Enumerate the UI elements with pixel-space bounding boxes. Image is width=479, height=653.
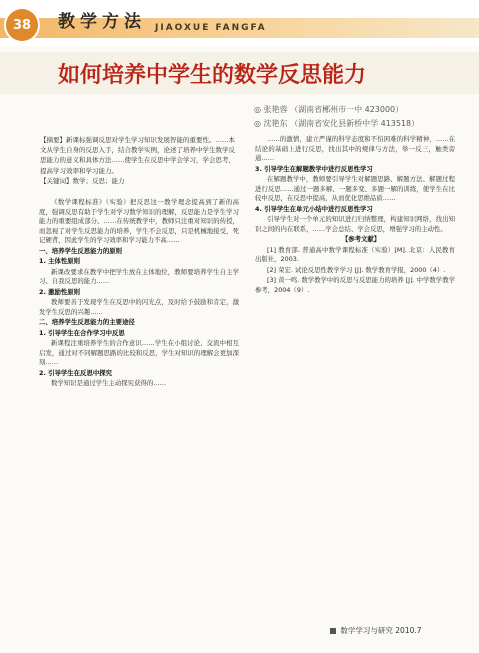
abstract-block: [40, 135, 240, 186]
page-number-badge: 38: [6, 9, 38, 41]
author-line: ◎ 张艳蓉 （湖南省郴州市一中 423000）: [254, 105, 404, 114]
paragraph: [2] 荣宏. 试论反思性教学学习 [J]. 数学教育学报，2000（4）.: [267, 265, 446, 274]
article-title: 如何培养中学生的数学反思能力: [58, 62, 367, 88]
paragraph: 数学知识是通过学生主动探究获得的……: [51, 379, 167, 387]
references-title: 【参考文献】: [341, 235, 381, 243]
paragraph: ……的激情，建立严谨的科学态度和不怕困难的科学精神，……在结论的基础上进行反思，找出其中的规律与方法，举一反三，触类旁通……: [255, 135, 455, 162]
paragraph: 教师要善于发现学生在反思中的闪光点，及时给予鼓励和肯定，激发学生反思的兴趣……: [39, 298, 239, 316]
section-heading: 2. 激励性原则: [39, 287, 81, 296]
page-header: [0, 0, 479, 46]
section-heading: 4. 引导学生在单元小结中进行反思性学习: [255, 204, 373, 213]
body-column-left: [39, 198, 239, 608]
author-block: [254, 103, 419, 131]
paragraph: [3] 黄一鸣. 数学教学中的反思与反思能力的培养 [J]. 中学数学教学参考，2004（9）.: [255, 276, 455, 294]
author-line: ◎ 沈艳东 （湖南省安化县新桥中学 413518）: [254, 119, 420, 128]
section-title-pinyin: JIAOXUE FANGFA: [155, 23, 267, 33]
abstract-text: 【摘要】新课标强调反思对学生学习知识发展智能的重要性。……本文从学生自身的反思入手，结合教学实例，论述了培养中学生数学反思能力的意义和具体方法……使学生在反思中学会学习，学会思考，提高学习效率和学习能力。: [40, 136, 235, 175]
paragraph: 《数学课程标准》（实验）把反思这一教学理念提高到了新的高度，强调反思有助于学生对学习数学知识的理解，反思能力是学生学习能力的重要组成部分。……在传统教学中，教师只注重对知识的传授，而忽视了对学生反思能力的培养，学生不会反思，只是机械地接受，死记硬背，因此学生的学习效率和学习能力不高……: [39, 198, 239, 244]
section-heading: 1. 引导学生在合作学习中反思: [39, 328, 125, 337]
section-heading: 1. 主体性原则: [39, 257, 81, 265]
body-column-right: [255, 135, 455, 605]
section-heading: 2. 引导学生在反思中探究: [39, 368, 113, 377]
keywords: 【关键词】数学；反思；能力: [40, 176, 125, 185]
paragraph: 新课程注重培养学生的合作意识……学生在小组讨论、交流中相互启发，通过对不同解题思路的比较和反思，学生对知识的理解会更加深刻……: [39, 339, 239, 366]
square-icon: [330, 628, 336, 634]
section-heading: 二、培养学生反思能力的主要途径: [39, 318, 135, 326]
paragraph: [1] 教育部. 普通高中数学课程标准（实验）[M]. 北京：人民教育出版社，2003.: [255, 245, 455, 263]
paragraph: 新课改要求在教学中把学生放在主体地位，教师要培养学生自主学习、自我反思的能力……: [39, 267, 239, 285]
section-heading: 3. 引导学生在解题教学中进行反思性学习: [255, 164, 373, 173]
paragraph: 引导学生对一个单元的知识进行归纳整理，构建知识网络，找出知识之间的内在联系，……学会总结、学会反思，增强学习的主动性。: [255, 215, 455, 233]
page-footer: [330, 625, 422, 636]
section-title: 教学方法: [58, 12, 146, 32]
journal-issue: 数学学习与研究 2010.7: [340, 626, 422, 635]
section-heading: 一、培养学生反思能力的原则: [39, 246, 123, 255]
paragraph: 在解题教学中，教师要引导学生对解题思路、解题方法、解题过程进行反思……通过一题多解、一题多变、多题一解的训练，使学生在比较中反思，在反思中提高，从而优化思维品质……: [255, 175, 455, 202]
